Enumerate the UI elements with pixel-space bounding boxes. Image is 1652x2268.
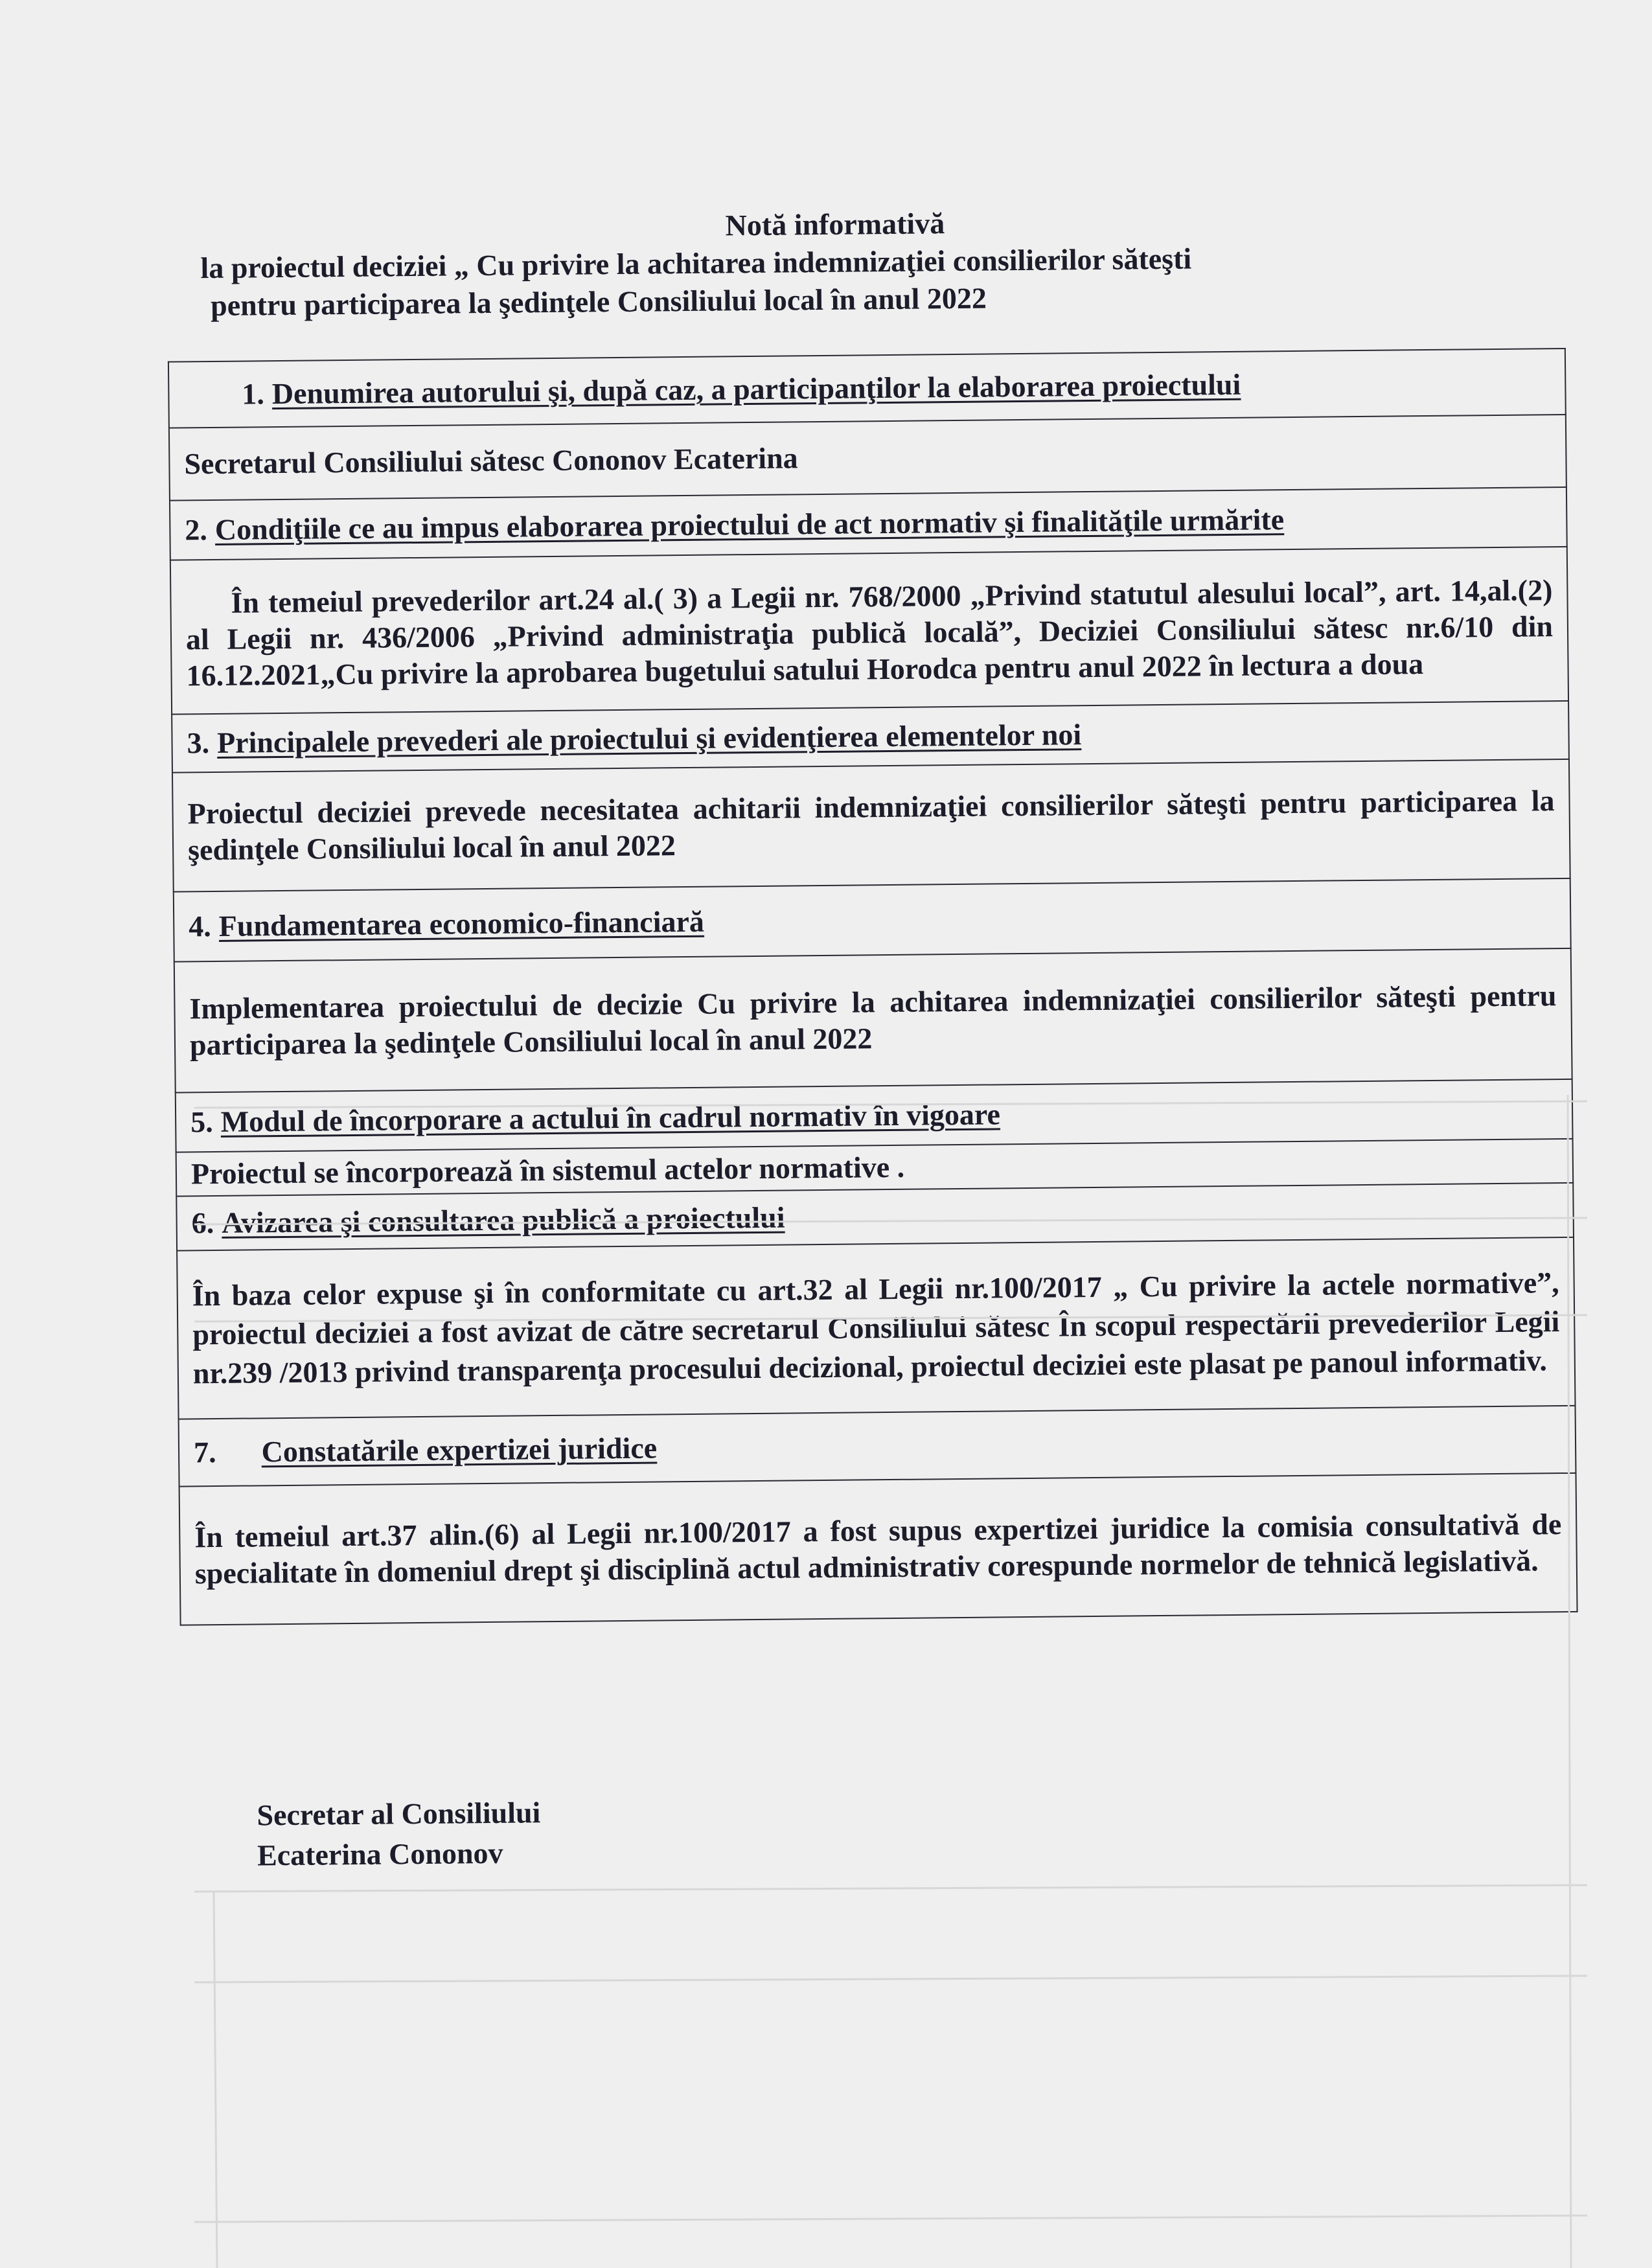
section-3-label: Principalele prevederi ale proiectului şi evidenţierea elementelor noi: [216, 718, 1082, 759]
section-6-content-row: [177, 1237, 1575, 1419]
info-table: [168, 348, 1578, 1626]
section-7-content-row: [179, 1473, 1577, 1625]
section-7-label: Constatările expertizei juridice: [261, 1431, 658, 1469]
section-1-content: Secretarul Consiliului sătesc Cononov Ecaterina: [169, 415, 1566, 501]
section-5-content: Proiectul se încorporează în sistemul actelor normative .: [176, 1139, 1574, 1197]
section-1-content-row: [169, 415, 1566, 501]
signature-block: [257, 1793, 541, 1875]
section-2-content-row: [170, 547, 1568, 715]
section-4-number: 4.: [189, 910, 212, 943]
section-4-content-row: [174, 948, 1572, 1093]
section-3-number: 3.: [187, 726, 210, 760]
section-7-content: În temeiul art.37 alin.(6) al Legii nr.100/2017 a fost supus expertizei juridice la comisia consultativă de specialitate în domeniul drept şi disciplină actul administrativ corespunde normelor de tehnică legislativă.: [179, 1473, 1577, 1625]
section-6-label: Avizarea şi consultarea publică a proiectului: [221, 1200, 785, 1239]
section-3-content-row: [172, 759, 1570, 892]
section-2-content: În temeiul prevederilor art.24 al.( 3) a Legii nr. 768/2000 „Privind statutul alesului local”, art. 14,al.(2) al Legii nr. 436/2006 „Privind administraţia publică locală”, Deciziei Consiliului sătesc nr.6/10 din 16.12.2021„Cu privire la aprobarea bugetului satului Horodca pentru anul 2022 în lectura a doua: [170, 547, 1568, 715]
section-2-label: Condiţiile ce au impus elaborarea proiectului de act normativ şi finalităţile urmărite: [214, 503, 1285, 546]
document-subtitle-line-2: pentru participarea la şedinţele Consiliului local în anul 2022: [210, 281, 987, 323]
section-2-number: 2.: [185, 513, 208, 547]
section-3-content: Proiectul deciziei prevede necesitatea achitarii indemnizaţiei consilierilor săteşti pentru participarea la şedinţele Consiliului local în anul 2022: [172, 759, 1570, 892]
document-title: Notă informativă: [725, 207, 945, 242]
section-4-content: Implementarea proiectului de decizie Cu privire la achitarea indemnizaţiei consilierilor săteşti pentru participarea la şedinţele Consiliului local în anul 2022: [174, 948, 1572, 1093]
section-1-label: Denumirea autorului şi, după caz, a participanţilor la elaborarea proiectului: [271, 367, 1241, 411]
section-7-number: 7.: [193, 1436, 216, 1469]
section-4-label: Fundamentarea economico-financiară: [218, 904, 705, 943]
document-subtitle-line-1: la proiectul deciziei „ Cu privire la achitarea indemnizaţiei consilierilor săteşti: [200, 242, 1192, 285]
section-4-heading-row: [174, 878, 1571, 962]
section-6-number: 6.: [191, 1206, 214, 1240]
document-header: [155, 200, 1465, 325]
section-5-label: Modul de încorporare a actului în cadrul normativ în vigoare: [220, 1097, 1001, 1138]
signature-role: Secretar al Consiliului: [257, 1796, 541, 1832]
section-7-heading-row: [179, 1406, 1576, 1487]
section-1-number: 1.: [242, 377, 265, 411]
section-6-content: În baza celor expuse şi în conformitate cu art.32 al Legii nr.100/2017 „ Cu privire la actele normative”, proiectul deciziei a fost avizat de către secretarul Consiliului sătesc În scopul respectării prevederilor Legii nr.239 /2013 privind transparenţa procesului decizional, proiectul deciziei este plasat pe panoul informativ.: [177, 1237, 1575, 1419]
section-5-number: 5.: [190, 1105, 213, 1139]
signature-name: Ecaterina Cononov: [257, 1836, 503, 1872]
